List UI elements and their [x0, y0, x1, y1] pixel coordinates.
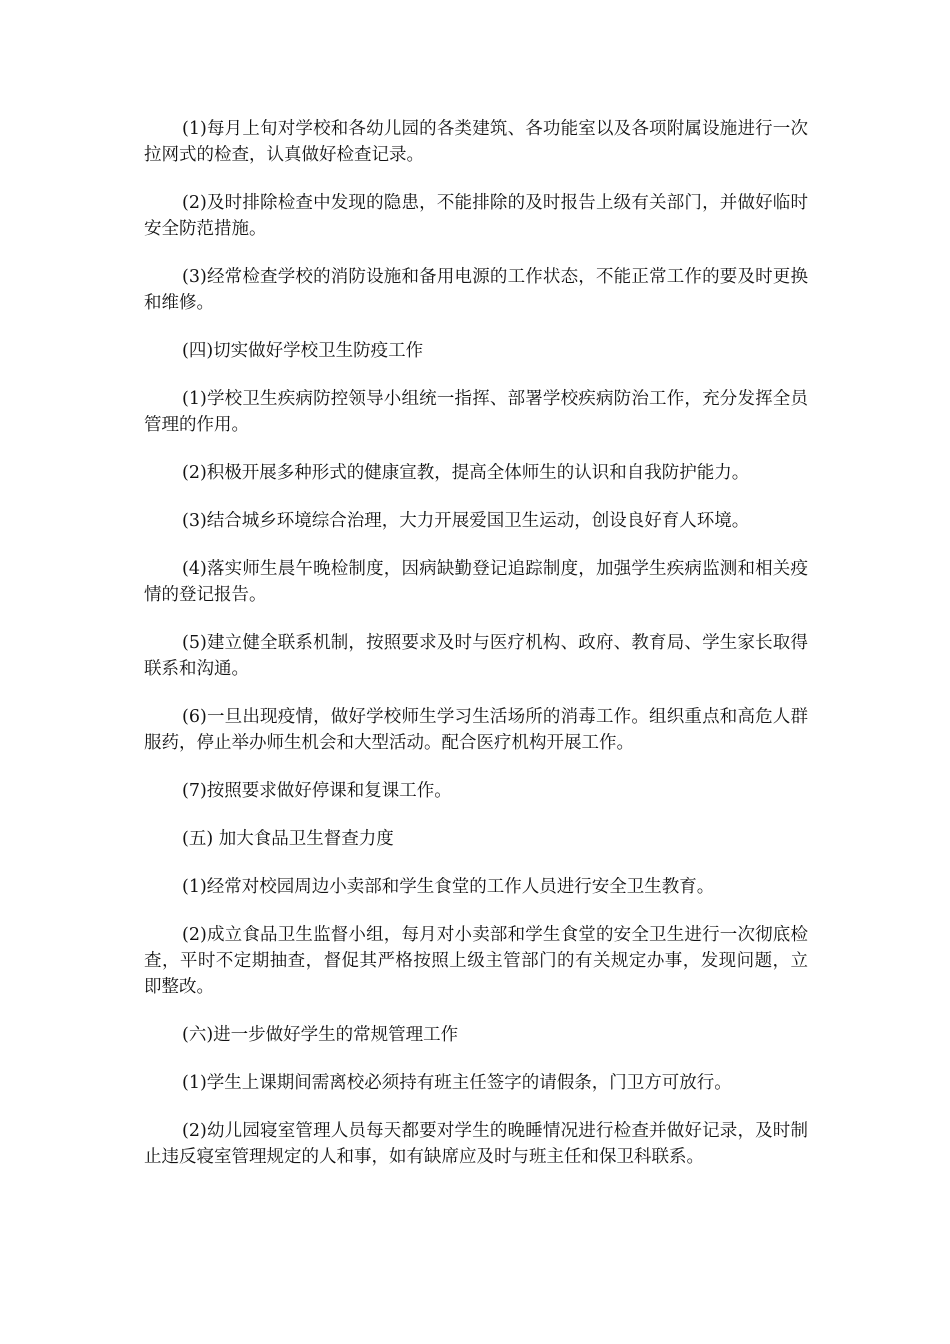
- section-heading-6: (六)进一步做好学生的常规管理工作: [182, 1025, 459, 1045]
- paragraph-item-11: (7)按照要求做好停课和复课工作。: [182, 781, 452, 801]
- paragraph-item-13: (1)经常对校园周边小卖部和学生食堂的工作人员进行安全卫生教育。: [182, 877, 715, 897]
- paragraph-item-2: (2)及时排除检查中发现的隐患，不能排除的及时报告上级有关部门，并做好临时安全防范措施。: [144, 193, 808, 239]
- paragraph-item-6: (2)积极开展多种形式的健康宣教，提高全体师生的认识和自我防护能力。: [182, 463, 750, 483]
- paragraph-item-9: (5)建立健全联系机制，按照要求及时与医疗机构、政府、教育局、学生家长取得联系和沟通。: [144, 633, 808, 679]
- paragraph-item-1: (1)每月上旬对学校和各幼儿园的各类建筑、各功能室以及各项附属设施进行一次拉网式的检查，认真做好检查记录。: [144, 119, 808, 165]
- section-heading-4: (四)切实做好学校卫生防疫工作: [182, 341, 424, 361]
- paragraph-item-10: (6)一旦出现疫情，做好学校师生学习生活场所的消毒工作。组织重点和高危人群服药，停止举办师生机会和大型活动。配合医疗机构开展工作。: [144, 707, 808, 753]
- paragraph-item-5: (1)学校卫生疾病防控领导小组统一指挥、部署学校疾病防治工作，充分发挥全员管理的作用。: [144, 389, 808, 435]
- section-heading-5: (五) 加大食品卫生督查力度: [182, 829, 394, 849]
- paragraph-item-17: (2)幼儿园寝室管理人员每天都要对学生的晚睡情况进行检查并做好记录，及时制止违反寝室管理规定的人和事，如有缺席应及时与班主任和保卫科联系。: [144, 1121, 808, 1167]
- paragraph-item-16: (1)学生上课期间需离校必须持有班主任签字的请假条，门卫方可放行。: [182, 1073, 732, 1093]
- document-body: [144, 116, 808, 1192]
- paragraph-item-8: (4)落实师生晨午晚检制度，因病缺勤登记追踪制度，加强学生疾病监测和相关疫情的登记报告。: [144, 559, 808, 605]
- paragraph-item-14: (2)成立食品卫生监督小组，每月对小卖部和学生食堂的安全卫生进行一次彻底检查，平时不定期抽查，督促其严格按照上级主管部门的有关规定办事，发现问题，立即整改。: [144, 925, 808, 997]
- paragraph-item-3: (3)经常检查学校的消防设施和备用电源的工作状态，不能正常工作的要及时更换和维修。: [144, 267, 808, 313]
- paragraph-item-7: (3)结合城乡环境综合治理，大力开展爱国卫生运动，创设良好育人环境。: [182, 511, 750, 531]
